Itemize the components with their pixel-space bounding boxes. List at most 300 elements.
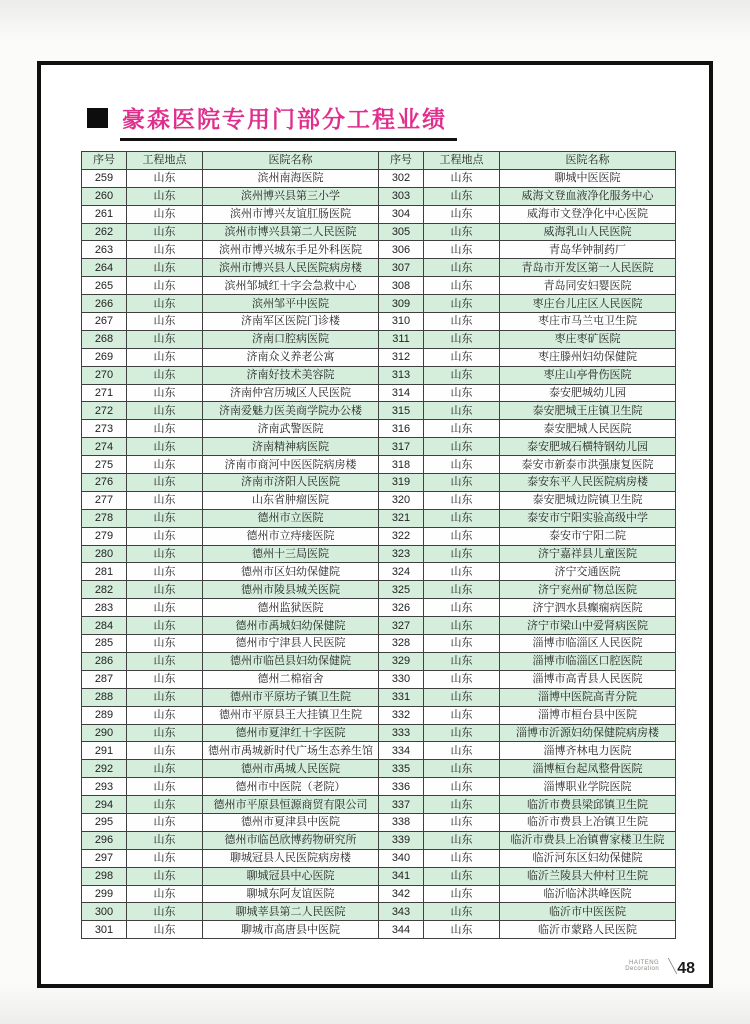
hospital-name-cell: 德州市平原县恒源商贸有限公司 <box>203 796 379 814</box>
location-cell: 山东 <box>127 742 203 760</box>
hospital-name-cell: 青岛同安妇婴医院 <box>500 277 676 295</box>
location-cell: 山东 <box>127 420 203 438</box>
location-cell: 山东 <box>424 635 500 653</box>
hospital-name-cell: 威海市文登净化中心医院 <box>500 205 676 223</box>
hospital-name-cell: 临沂市费县上冶镇曹家楼卫生院 <box>500 831 676 849</box>
serial-cell: 288 <box>82 688 127 706</box>
location-cell: 山东 <box>424 545 500 563</box>
location-cell: 山东 <box>127 688 203 706</box>
serial-cell: 286 <box>82 652 127 670</box>
page-number: 48 <box>677 960 695 977</box>
location-cell: 山东 <box>127 563 203 581</box>
hospital-name-cell: 德州市平原县王大挂镇卫生院 <box>203 706 379 724</box>
hospital-name-cell: 济南众义养老公寓 <box>203 348 379 366</box>
location-cell: 山东 <box>127 438 203 456</box>
location-cell: 山东 <box>424 563 500 581</box>
serial-cell: 335 <box>379 760 424 778</box>
hospital-name-cell: 济南好技术美容院 <box>203 366 379 384</box>
serial-cell: 328 <box>379 635 424 653</box>
serial-cell: 305 <box>379 223 424 241</box>
table-row <box>82 903 676 921</box>
serial-cell: 279 <box>82 527 127 545</box>
table-row <box>82 438 676 456</box>
hospital-name-cell: 聊城冠县中心医院 <box>203 867 379 885</box>
table-row <box>82 849 676 867</box>
location-cell: 山东 <box>424 313 500 331</box>
table-row <box>82 366 676 384</box>
hospital-name-cell: 滨州市博兴县第二人民医院 <box>203 223 379 241</box>
location-cell: 山东 <box>424 420 500 438</box>
serial-cell: 280 <box>82 545 127 563</box>
serial-cell: 287 <box>82 670 127 688</box>
serial-cell: 298 <box>82 867 127 885</box>
serial-cell: 296 <box>82 831 127 849</box>
hospital-name-cell: 聊城莘县第二人民医院 <box>203 903 379 921</box>
location-cell: 山东 <box>424 366 500 384</box>
serial-cell: 277 <box>82 491 127 509</box>
hospital-name-cell: 济宁兖州矿物总医院 <box>500 581 676 599</box>
location-cell: 山东 <box>424 742 500 760</box>
location-cell: 山东 <box>424 796 500 814</box>
location-cell: 山东 <box>424 438 500 456</box>
location-cell: 山东 <box>127 670 203 688</box>
location-cell: 山东 <box>424 527 500 545</box>
table-row <box>82 241 676 259</box>
table-row <box>82 456 676 474</box>
location-cell: 山东 <box>424 509 500 527</box>
serial-cell: 331 <box>379 688 424 706</box>
serial-cell: 264 <box>82 259 127 277</box>
location-cell: 山东 <box>424 706 500 724</box>
table-row <box>82 724 676 742</box>
table-row <box>82 313 676 331</box>
location-cell: 山东 <box>127 313 203 331</box>
serial-cell: 304 <box>379 205 424 223</box>
serial-cell: 341 <box>379 867 424 885</box>
serial-cell: 300 <box>82 903 127 921</box>
serial-cell: 316 <box>379 420 424 438</box>
serial-cell: 271 <box>82 384 127 402</box>
location-cell: 山东 <box>127 366 203 384</box>
serial-cell: 318 <box>379 456 424 474</box>
hospital-name-cell: 临沂市蒙路人民医院 <box>500 921 676 939</box>
column-header-hospital-name: 医院名称 <box>500 152 676 170</box>
serial-cell: 325 <box>379 581 424 599</box>
location-cell: 山东 <box>127 456 203 474</box>
location-cell: 山东 <box>424 867 500 885</box>
page-border-frame <box>37 61 713 988</box>
serial-cell: 323 <box>379 545 424 563</box>
location-cell: 山东 <box>424 277 500 295</box>
hospital-name-cell: 枣庄滕州妇幼保健院 <box>500 348 676 366</box>
serial-cell: 315 <box>379 402 424 420</box>
hospital-name-cell: 德州十三局医院 <box>203 545 379 563</box>
location-cell: 山东 <box>424 581 500 599</box>
hospital-name-cell: 济宁嘉祥县儿童医院 <box>500 545 676 563</box>
location-cell: 山东 <box>424 652 500 670</box>
location-cell: 山东 <box>424 169 500 187</box>
location-cell: 山东 <box>424 617 500 635</box>
serial-cell: 338 <box>379 813 424 831</box>
serial-cell: 307 <box>379 259 424 277</box>
square-bullet-icon <box>87 108 108 128</box>
serial-cell: 263 <box>82 241 127 259</box>
hospital-name-cell: 济南精神病医院 <box>203 438 379 456</box>
hospital-name-cell: 临沂河东区妇幼保健院 <box>500 849 676 867</box>
table-row <box>82 581 676 599</box>
hospital-name-cell: 济南爱魅力医美商学院办公楼 <box>203 402 379 420</box>
hospital-name-cell: 威海文登血液净化服务中心 <box>500 187 676 205</box>
table-row <box>82 813 676 831</box>
hospital-name-cell: 济宁交通医院 <box>500 563 676 581</box>
page-footer <box>625 958 695 976</box>
hospital-name-cell: 济南武警医院 <box>203 420 379 438</box>
hospital-name-cell: 德州市区妇幼保健院 <box>203 563 379 581</box>
location-cell: 山东 <box>424 187 500 205</box>
column-header-serial: 序号 <box>379 152 424 170</box>
hospital-name-cell: 泰安肥城人民医院 <box>500 420 676 438</box>
location-cell: 山东 <box>127 706 203 724</box>
location-cell: 山东 <box>127 813 203 831</box>
table-row <box>82 921 676 939</box>
table-row <box>82 509 676 527</box>
table-row <box>82 599 676 617</box>
table-row <box>82 706 676 724</box>
hospital-name-cell: 济南市商河中医医院病房楼 <box>203 456 379 474</box>
location-cell: 山东 <box>424 921 500 939</box>
hospital-name-cell: 泰安肥城边院镇卫生院 <box>500 491 676 509</box>
hospital-name-cell: 德州市立痔瘘医院 <box>203 527 379 545</box>
table-row <box>82 778 676 796</box>
serial-cell: 276 <box>82 474 127 492</box>
serial-cell: 322 <box>379 527 424 545</box>
location-cell: 山东 <box>424 670 500 688</box>
serial-cell: 309 <box>379 295 424 313</box>
hospital-name-cell: 济宁泗水县癫痫病医院 <box>500 599 676 617</box>
location-cell: 山东 <box>127 259 203 277</box>
serial-cell: 319 <box>379 474 424 492</box>
location-cell: 山东 <box>424 205 500 223</box>
hospital-name-cell: 淄博中医院高青分院 <box>500 688 676 706</box>
location-cell: 山东 <box>127 617 203 635</box>
serial-cell: 333 <box>379 724 424 742</box>
serial-cell: 344 <box>379 921 424 939</box>
table-row <box>82 420 676 438</box>
location-cell: 山东 <box>127 724 203 742</box>
serial-cell: 336 <box>379 778 424 796</box>
serial-cell: 294 <box>82 796 127 814</box>
table-row <box>82 867 676 885</box>
hospital-name-cell: 滨州市博兴城东手足外科医院 <box>203 241 379 259</box>
serial-cell: 270 <box>82 366 127 384</box>
hospital-name-cell: 滨州博兴县第三小学 <box>203 187 379 205</box>
hospital-name-cell: 泰安市宁阳二院 <box>500 527 676 545</box>
hospital-name-cell: 德州市陵县城关医院 <box>203 581 379 599</box>
serial-cell: 334 <box>379 742 424 760</box>
serial-cell: 283 <box>82 599 127 617</box>
location-cell: 山东 <box>424 849 500 867</box>
serial-cell: 295 <box>82 813 127 831</box>
serial-cell: 278 <box>82 509 127 527</box>
table-row <box>82 384 676 402</box>
location-cell: 山东 <box>424 724 500 742</box>
hospital-name-cell: 临沂兰陵县大仲村卫生院 <box>500 867 676 885</box>
hospital-name-cell: 德州市临邑县妇幼保健院 <box>203 652 379 670</box>
location-cell: 山东 <box>127 169 203 187</box>
brand-slash-decoration <box>657 958 678 974</box>
location-cell: 山东 <box>127 491 203 509</box>
projects-table <box>81 151 676 939</box>
location-cell: 山东 <box>424 259 500 277</box>
location-cell: 山东 <box>424 903 500 921</box>
hospital-name-cell: 德州二棉宿舍 <box>203 670 379 688</box>
hospital-name-cell: 淄博市桓台县中医院 <box>500 706 676 724</box>
serial-cell: 265 <box>82 277 127 295</box>
serial-cell: 292 <box>82 760 127 778</box>
location-cell: 山东 <box>424 813 500 831</box>
table-row <box>82 169 676 187</box>
location-cell: 山东 <box>424 241 500 259</box>
hospital-name-cell: 临沂市费县上冶镇卫生院 <box>500 813 676 831</box>
hospital-name-cell: 德州市禹城人民医院 <box>203 760 379 778</box>
location-cell: 山东 <box>424 384 500 402</box>
column-header-serial: 序号 <box>82 152 127 170</box>
location-cell: 山东 <box>127 849 203 867</box>
location-cell: 山东 <box>127 652 203 670</box>
serial-cell: 259 <box>82 169 127 187</box>
brand-line2: Decoration <box>625 966 660 972</box>
hospital-name-cell: 德州市禹城妇幼保健院 <box>203 617 379 635</box>
location-cell: 山东 <box>424 599 500 617</box>
location-cell: 山东 <box>127 831 203 849</box>
location-cell: 山东 <box>127 277 203 295</box>
hospital-name-cell: 泰安肥城王庄镇卫生院 <box>500 402 676 420</box>
serial-cell: 308 <box>379 277 424 295</box>
location-cell: 山东 <box>127 796 203 814</box>
location-cell: 山东 <box>127 599 203 617</box>
hospital-name-cell: 枣庄枣矿医院 <box>500 330 676 348</box>
table-row <box>82 652 676 670</box>
hospital-name-cell: 德州市平原坊子镇卫生院 <box>203 688 379 706</box>
hospital-name-cell: 滨州南海医院 <box>203 169 379 187</box>
location-cell: 山东 <box>127 921 203 939</box>
serial-cell: 291 <box>82 742 127 760</box>
hospital-name-cell: 泰安东平人民医院病房楼 <box>500 474 676 492</box>
serial-cell: 289 <box>82 706 127 724</box>
location-cell: 山东 <box>127 330 203 348</box>
serial-cell: 266 <box>82 295 127 313</box>
hospital-name-cell: 德州市夏津县中医院 <box>203 813 379 831</box>
location-cell: 山东 <box>424 295 500 313</box>
serial-cell: 272 <box>82 402 127 420</box>
serial-cell: 330 <box>379 670 424 688</box>
serial-cell: 329 <box>379 652 424 670</box>
location-cell: 山东 <box>127 187 203 205</box>
table-row <box>82 259 676 277</box>
serial-cell: 284 <box>82 617 127 635</box>
location-cell: 山东 <box>127 778 203 796</box>
location-cell: 山东 <box>424 330 500 348</box>
location-cell: 山东 <box>424 456 500 474</box>
serial-cell: 313 <box>379 366 424 384</box>
table-row <box>82 563 676 581</box>
hospital-name-cell: 淄博职业学院医院 <box>500 778 676 796</box>
table-body <box>82 169 676 938</box>
serial-cell: 273 <box>82 420 127 438</box>
table-row <box>82 688 676 706</box>
hospital-name-cell: 临沂市中医医院 <box>500 903 676 921</box>
hospital-name-cell: 德州市立医院 <box>203 509 379 527</box>
hospital-name-cell: 临沂临沭洪峰医院 <box>500 885 676 903</box>
location-cell: 山东 <box>127 760 203 778</box>
table-row <box>82 277 676 295</box>
serial-cell: 342 <box>379 885 424 903</box>
hospital-name-cell: 滨州邹城红十字会急救中心 <box>203 277 379 295</box>
hospital-name-cell: 德州市夏津红十字医院 <box>203 724 379 742</box>
location-cell: 山东 <box>127 903 203 921</box>
location-cell: 山东 <box>127 223 203 241</box>
table-row <box>82 491 676 509</box>
serial-cell: 321 <box>379 509 424 527</box>
table-row <box>82 796 676 814</box>
serial-cell: 262 <box>82 223 127 241</box>
hospital-name-cell: 青岛市开发区第一人民医院 <box>500 259 676 277</box>
table-row <box>82 474 676 492</box>
table-row <box>82 205 676 223</box>
hospital-name-cell: 济南口腔病医院 <box>203 330 379 348</box>
column-header-hospital-name: 医院名称 <box>203 152 379 170</box>
location-cell: 山东 <box>127 509 203 527</box>
location-cell: 山东 <box>127 867 203 885</box>
serial-cell: 268 <box>82 330 127 348</box>
table-header-row <box>82 152 676 170</box>
serial-cell: 299 <box>82 885 127 903</box>
serial-cell: 274 <box>82 438 127 456</box>
hospital-name-cell: 泰安市新泰市洪强康复医院 <box>500 456 676 474</box>
location-cell: 山东 <box>127 348 203 366</box>
hospital-name-cell: 泰安肥城石横特钢幼儿园 <box>500 438 676 456</box>
serial-cell: 293 <box>82 778 127 796</box>
hospital-name-cell: 青岛华钟制药厂 <box>500 241 676 259</box>
table-row <box>82 545 676 563</box>
hospital-name-cell: 济南市济阳人民医院 <box>203 474 379 492</box>
hospital-name-cell: 泰安市宁阳实验高级中学 <box>500 509 676 527</box>
hospital-name-cell: 滨州市博兴县人民医院病房楼 <box>203 259 379 277</box>
table-row <box>82 295 676 313</box>
serial-cell: 326 <box>379 599 424 617</box>
serial-cell: 317 <box>379 438 424 456</box>
hospital-name-cell: 临沂市费县梁邱镇卫生院 <box>500 796 676 814</box>
hospital-name-cell: 山东省肿瘤医院 <box>203 491 379 509</box>
brand-mark <box>625 960 659 972</box>
hospital-name-cell: 聊城东阿友谊医院 <box>203 885 379 903</box>
title-block <box>87 99 457 141</box>
table-row <box>82 760 676 778</box>
table-row <box>82 885 676 903</box>
location-cell: 山东 <box>127 384 203 402</box>
hospital-name-cell: 聊城冠县人民医院病房楼 <box>203 849 379 867</box>
table-row <box>82 831 676 849</box>
hospital-name-cell: 淄博市临淄区口腔医院 <box>500 652 676 670</box>
location-cell: 山东 <box>424 223 500 241</box>
serial-cell: 282 <box>82 581 127 599</box>
table-row <box>82 617 676 635</box>
location-cell: 山东 <box>424 688 500 706</box>
location-cell: 山东 <box>127 885 203 903</box>
hospital-name-cell: 淄博市高青县人民医院 <box>500 670 676 688</box>
serial-cell: 310 <box>379 313 424 331</box>
hospital-name-cell: 枣庄市马兰屯卫生院 <box>500 313 676 331</box>
serial-cell: 302 <box>379 169 424 187</box>
table-row <box>82 670 676 688</box>
serial-cell: 267 <box>82 313 127 331</box>
serial-cell: 339 <box>379 831 424 849</box>
location-cell: 山东 <box>424 885 500 903</box>
location-cell: 山东 <box>424 348 500 366</box>
serial-cell: 314 <box>379 384 424 402</box>
hospital-name-cell: 济南仲宫历城区人民医院 <box>203 384 379 402</box>
serial-cell: 285 <box>82 635 127 653</box>
column-header-location: 工程地点 <box>127 152 203 170</box>
hospital-name-cell: 济宁市梁山中爱肾病医院 <box>500 617 676 635</box>
location-cell: 山东 <box>424 778 500 796</box>
hospital-name-cell: 淄博市沂源妇幼保健院病房楼 <box>500 724 676 742</box>
table-row <box>82 348 676 366</box>
location-cell: 山东 <box>127 635 203 653</box>
location-cell: 山东 <box>127 527 203 545</box>
serial-cell: 303 <box>379 187 424 205</box>
hospital-name-cell: 淄博桓台起凤整骨医院 <box>500 760 676 778</box>
serial-cell: 327 <box>379 617 424 635</box>
table-row <box>82 223 676 241</box>
location-cell: 山东 <box>424 831 500 849</box>
table-row <box>82 742 676 760</box>
serial-cell: 301 <box>82 921 127 939</box>
serial-cell: 343 <box>379 903 424 921</box>
hospital-name-cell: 淄博齐林电力医院 <box>500 742 676 760</box>
hospital-name-cell: 滨州市博兴友谊肛肠医院 <box>203 205 379 223</box>
brand-line1: HAITENG <box>629 960 660 966</box>
table-row <box>82 635 676 653</box>
serial-cell: 306 <box>379 241 424 259</box>
hospital-name-cell: 德州市禹城新时代广场生态养生馆 <box>203 742 379 760</box>
location-cell: 山东 <box>424 474 500 492</box>
hospital-name-cell: 德州市中医院（老院） <box>203 778 379 796</box>
location-cell: 山东 <box>127 581 203 599</box>
location-cell: 山东 <box>127 402 203 420</box>
serial-cell: 340 <box>379 849 424 867</box>
table-row <box>82 402 676 420</box>
table-row <box>82 187 676 205</box>
location-cell: 山东 <box>127 474 203 492</box>
page-title: 豪森医院专用门部分工程业绩 <box>120 99 457 141</box>
serial-cell: 324 <box>379 563 424 581</box>
serial-cell: 297 <box>82 849 127 867</box>
hospital-name-cell: 泰安肥城幼儿园 <box>500 384 676 402</box>
table-row <box>82 330 676 348</box>
hospital-name-cell: 德州监狱医院 <box>203 599 379 617</box>
location-cell: 山东 <box>127 545 203 563</box>
hospital-name-cell: 聊城市高唐县中医院 <box>203 921 379 939</box>
serial-cell: 332 <box>379 706 424 724</box>
location-cell: 山东 <box>424 402 500 420</box>
serial-cell: 290 <box>82 724 127 742</box>
hospital-name-cell: 淄博市临淄区人民医院 <box>500 635 676 653</box>
serial-cell: 281 <box>82 563 127 581</box>
serial-cell: 261 <box>82 205 127 223</box>
hospital-name-cell: 枣庄山亭骨伤医院 <box>500 366 676 384</box>
hospital-name-cell: 济南军区医院门诊楼 <box>203 313 379 331</box>
